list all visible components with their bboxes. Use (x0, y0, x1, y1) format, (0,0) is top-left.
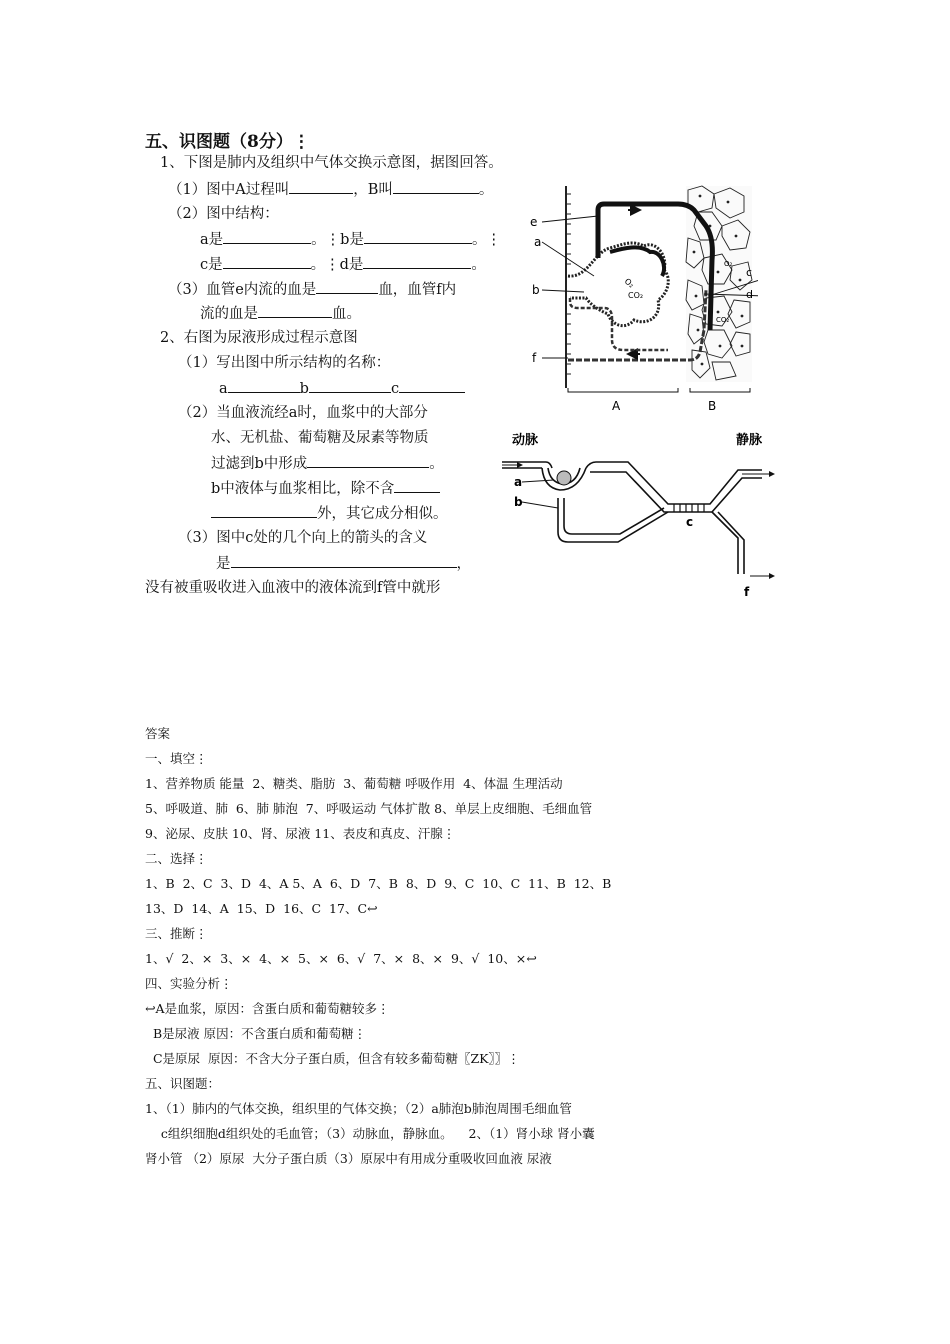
q2-part3-text-2: 是 (216, 556, 231, 572)
q1-part1-text-c: 。 (478, 182, 494, 198)
q2-part3-line1: （3）图中c处的几个向上的箭头的含义 (178, 530, 428, 546)
bracket-a (568, 388, 678, 392)
q1-part3-line1 (168, 279, 456, 300)
q2-part2-text-3end: 。 (429, 456, 444, 472)
q1-part1-text-a: （1）图中A过程叫 (168, 182, 290, 198)
label-d-end: 。 (471, 257, 486, 273)
q2-tail: 没有被重吸收进入血液中的液体流到f管中就形 (145, 580, 441, 596)
q2-stem: 2、右图为尿液形成过程示意图 (160, 330, 358, 346)
answers-heading: 答案 (145, 726, 171, 741)
fig1-label-d: d (746, 288, 753, 301)
answer-line: 5、呼吸道、肺 6、肺 肺泡 7、呼吸运动 气体扩散 8、单层上皮细胞、毛细血管 (145, 801, 593, 816)
blank-kidney-b[interactable] (309, 378, 391, 393)
label-b: 。⋮b是 (311, 232, 364, 248)
answer-line: 四、实验分析⋮ (145, 976, 233, 991)
fig1-label-e: e (530, 215, 538, 229)
answer-line: 二、选择⋮ (145, 851, 208, 866)
answer-line: 五、识图题： (145, 1076, 221, 1091)
fig2-label-b: b (514, 495, 523, 509)
q2-part2-line5 (211, 503, 448, 524)
q2-part2-text-4: b中液体与血浆相比，除不含 (211, 481, 395, 497)
blank-structure-b[interactable] (364, 229, 472, 244)
label-d: 。⋮d是 (310, 257, 364, 273)
q1-part1-text-b: ，B叫 (353, 182, 393, 198)
fig1-label-c: c (746, 266, 753, 279)
blank-filtrate[interactable] (307, 453, 429, 468)
alveolus-wall (568, 243, 668, 326)
fig1-label-B: B (708, 399, 717, 413)
fig2-label-a: a (514, 475, 523, 489)
q2-part1-blanks (219, 378, 465, 399)
blank-structure-d[interactable] (363, 254, 471, 269)
q2-part3-text-2end: ， (456, 556, 471, 572)
q2-label-b: b (299, 381, 309, 397)
q2-part3-line2 (216, 553, 471, 574)
q2-part2-line1: （2）当血液流经a时，血浆中的大部分 (178, 405, 428, 421)
gas-co2-label: CO₂ (628, 291, 644, 300)
answer-line: B是尿液 原因：不含蛋白质和葡萄糖⋮ (145, 1026, 367, 1041)
label-a: a是 (200, 232, 224, 248)
q1-part3-line2 (200, 303, 361, 324)
answer-line: C是原尿 原因：不含大分子蛋白质，但含有较多葡萄糖〖ZK〗〗⋮ (145, 1051, 520, 1066)
answer-line: ↩A是血浆，原因：含蛋白质和葡萄糖较多⋮ (145, 1001, 390, 1016)
blank-not-contain-1[interactable] (394, 478, 440, 493)
q2-label-c: c (390, 381, 400, 397)
tissue-co2-label: CO₂ (716, 316, 730, 324)
blank-blood-e[interactable] (316, 279, 378, 294)
q1-stem: 1、下图是肺内及组织中气体交换示意图，据图回答。 (160, 155, 503, 171)
tissue-o2-label: O₂ (724, 260, 733, 268)
artery-label: 动脉 (512, 433, 539, 448)
answer-line: 肾小管 （2）原尿 大分子蛋白质（3）原尿中有用成分重吸收回血液 尿液 (145, 1151, 552, 1166)
q1-part3-text-c: 流的血是 (200, 306, 258, 322)
q1-part3-text-b: 血，血管f内 (378, 282, 457, 298)
fig1-label-a: a (534, 235, 542, 249)
answer-line: 三、推断⋮ (145, 926, 208, 941)
answer-line: 9、泌尿、皮肤 10、肾、尿液 11、表皮和真皮、汗腺⋮ (145, 826, 456, 841)
reabsorption-arrows (674, 504, 704, 512)
fig2-label-f: f (744, 585, 750, 599)
gas-o2-label: O₂ (622, 276, 636, 290)
capillary-loop (610, 247, 664, 276)
q2-part2-line3 (211, 453, 444, 474)
answer-line: c组织细胞d组织处的毛血管；（3）动脉血，静脉血。 2、（1）肾小球 肾小囊 (145, 1126, 595, 1141)
blank-process-b[interactable] (393, 179, 479, 194)
q1-part3-text-d: 血。 (332, 306, 361, 322)
fig1-label-b: b (532, 283, 540, 297)
q2-part2-line4 (211, 478, 440, 499)
answer-line: 13、D 14、A 15、D 16、C 17、C↩ (145, 901, 378, 916)
blank-kidney-c[interactable] (399, 378, 465, 393)
blood-vessel (502, 462, 762, 574)
q2-part2-text-5end: 外，其它成分相似。 (317, 506, 448, 522)
gas-exchange-diagram (528, 180, 758, 420)
bracket-b (690, 388, 750, 392)
label-c: c是 (200, 257, 223, 273)
vein-label: 静脉 (736, 433, 763, 448)
fig1-label-f: f (532, 351, 537, 365)
answer-line: 一、填空⋮ (145, 751, 208, 766)
blank-arrows-meaning[interactable] (231, 553, 457, 568)
blank-process-a[interactable] (289, 179, 353, 194)
blank-kidney-a[interactable] (228, 378, 300, 393)
label-b-end: 。⋮ (471, 232, 501, 248)
urine-formation-diagram (498, 428, 788, 603)
answer-line: 1、营养物质 能量 2、糖类、脂肪 3、葡萄糖 呼吸作用 4、体温 生理活动 (145, 776, 563, 791)
q1-part2-cd (200, 254, 486, 275)
q1-part2-ab (200, 229, 501, 250)
blank-structure-c[interactable] (223, 254, 311, 269)
fig2-label-c: c (686, 515, 694, 529)
section-title: 五、识图题（8分）⋮ (145, 132, 310, 152)
q2-label-a: a (219, 381, 228, 397)
blank-blood-f[interactable] (258, 303, 332, 318)
fig1-label-A: A (612, 399, 621, 413)
q2-part2-line2: 水、无机盐、葡萄糖及尿素等物质 (211, 430, 429, 446)
answer-line: 1、√ 2、× 3、× 4、× 5、× 6、√ 7、× 8、× 9、√ 10、×↩ (145, 951, 537, 966)
q1-part3-text-a: （3）血管e内流的血是 (168, 282, 317, 298)
q1-part2: （2）图中结构： (168, 206, 279, 222)
answer-line: 1、B 2、C 3、D 4、A 5、A 6、D 7、B 8、D 9、C 10、C 11、B 12、B (145, 876, 612, 891)
blank-not-contain-2[interactable] (211, 503, 317, 518)
blank-structure-a[interactable] (223, 229, 311, 244)
q2-part1: （1）写出图中所示结构的名称： (178, 355, 391, 371)
q1-part1 (168, 179, 493, 200)
q2-part2-text-3: 过滤到b中形成 (211, 456, 308, 472)
answer-line: 1、（1）肺内的气体交换，组织里的气体交换；（2）a肺泡b肺泡周围毛细血管 (145, 1101, 572, 1116)
